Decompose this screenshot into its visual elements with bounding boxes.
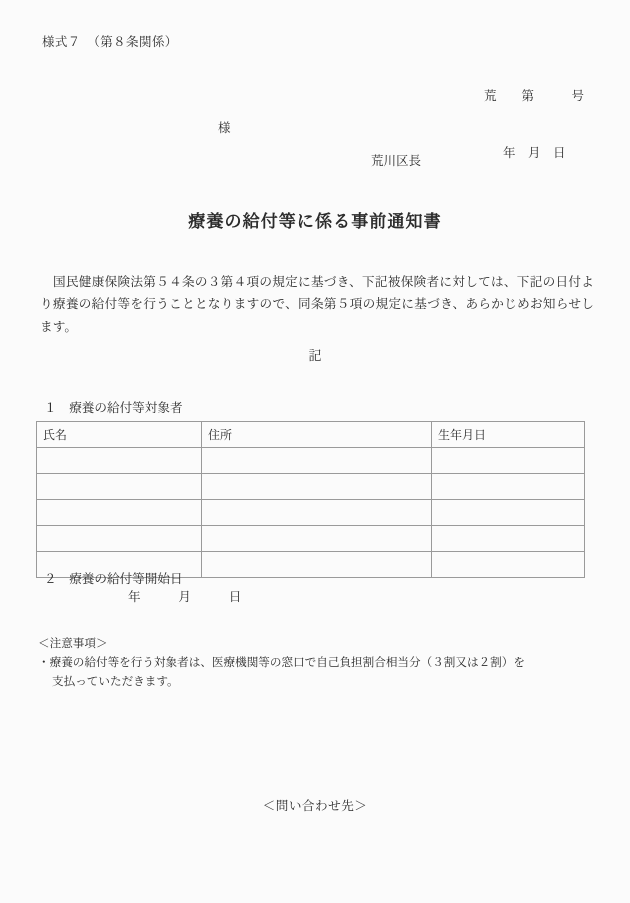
start-date-field[interactable]: 年 月 日 [128,589,242,604]
cell-birthdate[interactable] [432,474,585,500]
subject-table [36,421,585,578]
table-header-row [37,422,585,448]
document-date: 年 月 日 [502,145,566,160]
table-row [37,526,585,552]
cell-address[interactable] [202,552,432,578]
table-row [37,448,585,474]
cell-name[interactable] [37,448,202,474]
note-line-2: 支払っていただきます。 [52,673,179,688]
document-number-block [484,48,584,200]
page-title: 療養の給付等に係る事前通知書 [188,212,442,233]
section-2-heading: ２ 療養の給付等開始日 [44,571,183,586]
table-row [37,500,585,526]
table-row [37,474,585,500]
cell-birthdate[interactable] [432,448,585,474]
note-line-1: ・療養の給付等を行う対象者は、医療機関等の窓口で自己負担割合相当分（３割又は２割）を [38,655,525,669]
cell-birthdate[interactable] [432,552,585,578]
document-number: 荒 第 号 [483,88,584,103]
notes-body [38,653,590,690]
cell-address[interactable] [202,474,432,500]
ki-mark: 記 [308,349,322,364]
cell-birthdate[interactable] [432,500,585,526]
cell-address[interactable] [202,448,432,474]
body-paragraph: 国民健康保険法第５４条の３第４項の規定に基づき、下記被保険者に対しては、下記の日付より療養の給付等を行うこととなりますので、同条第５項の規定に基づき、あらかじめお知らせします。 [40,273,594,334]
notes-heading: ＜注意事項＞ [38,636,108,650]
column-header-name: 氏名 [37,422,202,448]
section-1-heading: １ 療養の給付等対象者 [44,400,183,415]
addressee-honorific: 様 [218,120,231,135]
cell-birthdate[interactable] [432,526,585,552]
column-header-birthdate: 生年月日 [432,422,585,448]
cell-name[interactable] [37,526,202,552]
cell-address[interactable] [202,500,432,526]
form-code-label: 様式７ （第８条関係） [42,34,178,49]
contact-footer-label: ＜問い合わせ先＞ [262,798,368,813]
cell-address[interactable] [202,526,432,552]
issuer-name: 荒川区長 [371,153,422,168]
cell-name[interactable] [37,474,202,500]
column-header-address: 住所 [202,422,432,448]
cell-name[interactable] [37,500,202,526]
